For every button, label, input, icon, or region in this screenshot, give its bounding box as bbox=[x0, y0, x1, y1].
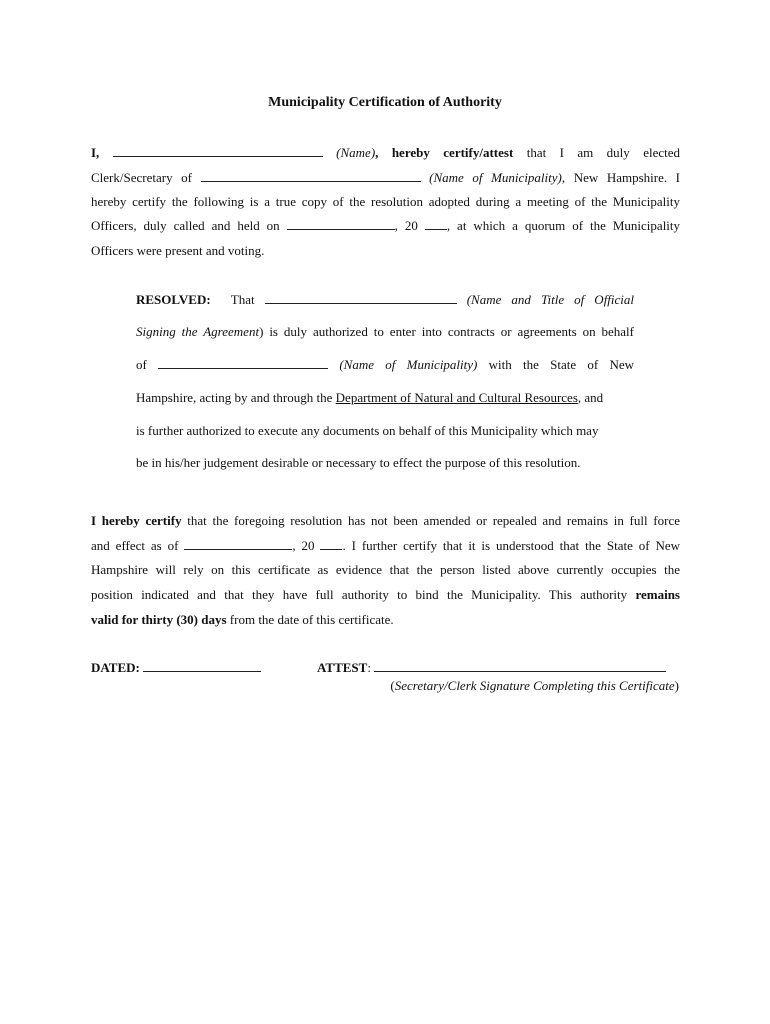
effect-as-of-text: and effect as of bbox=[91, 538, 179, 553]
acting-text: Hampshire, acting by and through the bbox=[136, 390, 333, 405]
resolved-line3 bbox=[136, 357, 634, 373]
dated-field bbox=[91, 660, 261, 676]
resolved-municipality-blank bbox=[158, 357, 328, 369]
resolved-label: RESOLVED: bbox=[136, 292, 211, 307]
foregoing-text: that the foregoing resolution has not been amended or repealed and remains in full force bbox=[187, 513, 680, 528]
certify-attest-text: hereby certify/attest bbox=[391, 145, 514, 160]
quorum-text: , at which a quorum of the Municipality bbox=[446, 218, 681, 233]
from-date-text: from the date of this certificate. bbox=[229, 612, 394, 627]
name-title-hint: (Name and Title of Official bbox=[466, 292, 635, 307]
signing-agreement-hint: Signing the Agreement bbox=[136, 324, 260, 339]
valid-thirty-days: valid for thirty (30) days bbox=[91, 612, 227, 627]
remains-text: remains bbox=[635, 587, 680, 602]
and-text: , and bbox=[577, 390, 604, 405]
resolved-line2 bbox=[136, 324, 634, 340]
attest-label: ATTEST bbox=[317, 660, 368, 675]
further-certify-text: . I further certify that it is understood that the State of New bbox=[342, 538, 681, 553]
resolved-line6: be in his/her judgement desirable or necessary to effect the purpose of this resolution. bbox=[136, 455, 581, 470]
attest-signature-blank bbox=[374, 660, 666, 672]
name-hint: (Name) bbox=[336, 145, 376, 160]
resolved-line5: is further authorized to execute any documents on behalf of this Municipality which may bbox=[136, 423, 599, 438]
of-text: of bbox=[136, 357, 147, 372]
meeting-text: Officers, duly called and held on bbox=[91, 218, 280, 233]
effect-date-blank bbox=[184, 538, 292, 550]
para1-line4 bbox=[91, 218, 680, 234]
caption-close-paren: ) bbox=[674, 678, 679, 693]
para3-line2 bbox=[91, 538, 680, 554]
municipality-hint: (Name of Municipality) bbox=[429, 170, 562, 185]
dated-blank bbox=[143, 660, 261, 672]
clerk-secretary-text: Clerk/Secretary of bbox=[91, 170, 192, 185]
dated-label: DATED: bbox=[91, 660, 140, 675]
para3-line5 bbox=[91, 612, 680, 628]
attest-field bbox=[317, 660, 666, 676]
name-blank bbox=[113, 145, 323, 157]
document-title: Municipality Certification of Authority bbox=[268, 95, 502, 110]
municipality-blank bbox=[201, 170, 421, 182]
signature-row bbox=[91, 660, 680, 676]
para3-line1 bbox=[91, 513, 680, 529]
i-hereby-certify: I hereby certify bbox=[91, 513, 182, 528]
para1-line1 bbox=[91, 145, 680, 161]
authority-text: position indicated and that they have full authority to bind the Municipality. This authority bbox=[91, 587, 628, 602]
resolved-line1 bbox=[136, 292, 634, 308]
that-text: That bbox=[230, 292, 255, 307]
para1-line5: Officers were present and voting. bbox=[91, 243, 265, 258]
signature-caption bbox=[390, 678, 679, 694]
para3-line3: Hampshire will rely on this certificate as evidence that the person listed above currently occupies the bbox=[91, 562, 680, 577]
year-blank bbox=[425, 218, 447, 230]
year-prefix: , 20 bbox=[394, 218, 418, 233]
state-text: with the State of New bbox=[488, 357, 634, 372]
para1-line1-rest: that I am duly elected bbox=[526, 145, 681, 160]
para1-line2 bbox=[91, 170, 680, 186]
comma: , bbox=[375, 145, 379, 160]
department-name: Department of Natural and Cultural Resources bbox=[335, 390, 578, 405]
effect-year-prefix: , 20 bbox=[292, 538, 315, 553]
attest-colon: : bbox=[367, 660, 371, 675]
meeting-date-blank bbox=[287, 218, 395, 230]
authorized-text: ) is duly authorized to enter into contracts or agreements on behalf bbox=[259, 324, 634, 339]
para1-line3: hereby certify the following is a true copy of the resolution adopted during a meeting of the Municipality bbox=[91, 194, 680, 209]
official-blank bbox=[265, 292, 457, 304]
caption-open-paren: ( bbox=[390, 678, 395, 693]
resolved-line4 bbox=[136, 390, 634, 406]
new-hampshire-text: , New Hampshire. I bbox=[561, 170, 681, 185]
para3-line4 bbox=[91, 587, 680, 603]
resolved-municipality-hint: (Name of Municipality) bbox=[339, 357, 478, 372]
pronoun-i: I, bbox=[91, 145, 100, 160]
caption-text: Secretary/Clerk Signature Completing this Certificate bbox=[394, 678, 675, 693]
effect-year-blank bbox=[320, 538, 342, 550]
